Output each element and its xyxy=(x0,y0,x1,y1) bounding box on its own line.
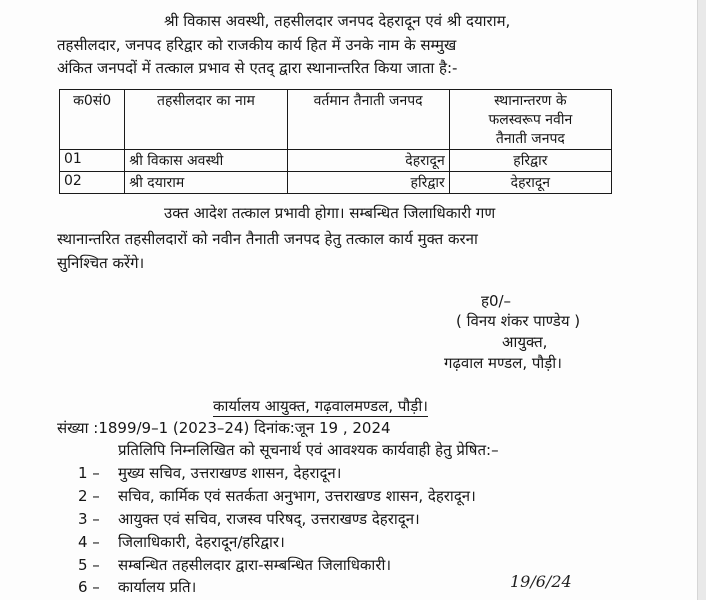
header-new-line-2: फलस्वरूप नवीन xyxy=(488,112,573,128)
intro-line-1: श्री विकास अवस्थी, तहसीलदार जनपद देहरादून एवं श्री दयाराम, xyxy=(164,12,511,30)
signatory-name: ( विनय शंकर पाण्डेय ) xyxy=(456,312,581,330)
header-sno: क0सं0 xyxy=(60,90,125,150)
header-new-line-1: स्थानान्तरण के xyxy=(494,93,567,109)
table-header-row xyxy=(60,90,612,150)
list-item: सचिव, कार्मिक एवं सतर्कता अनुभाग, उत्तराखण्ड शासन, देहरादून। xyxy=(118,487,476,505)
row-sno: 02 xyxy=(60,172,125,194)
signature-mark: ह0/– xyxy=(481,292,512,310)
list-item: मुख्य सचिव, उत्तराखण्ड शासन, देहरादून। xyxy=(118,464,342,482)
row-name: श्री विकास अवस्थी xyxy=(125,150,287,172)
transfer-table xyxy=(59,89,612,194)
order-line-2: स्थानान्तरित तहसीलदारों को नवीन तैनाती जनपद हेतु तत्काल कार्य मुक्त करना xyxy=(57,230,478,248)
header-name: तहसीलदार का नाम xyxy=(125,90,287,150)
intro-line-3: अंकित जनपदों में तत्काल प्रभाव से एतद् द्वारा स्थानान्तरित किया जाता है:- xyxy=(57,59,458,77)
list-item-number: 4 – xyxy=(78,533,100,551)
office-heading: कार्यालय आयुक्त, गढ़वालमण्डल, पौड़ी। xyxy=(213,397,428,415)
signatory-office: गढ़वाल मण्डल, पौड़ी। xyxy=(444,354,562,372)
row-sno: 01 xyxy=(60,150,125,172)
list-item: जिलाधिकारी, देहरादून/हरिद्वार। xyxy=(118,533,285,551)
copy-intro: प्रतिलिपि निम्नलिखित को सूचनार्थ एवं आवश्यक कार्यवाही हेतु प्रेषित:– xyxy=(118,441,499,459)
row-current-district: हरिद्वार xyxy=(287,172,449,194)
table-row xyxy=(60,150,612,172)
header-new-line-3: तैनाती जनपद xyxy=(495,131,565,147)
header-current-district: वर्तमान तैनाती जनपद xyxy=(287,90,449,150)
row-name: श्री दयाराम xyxy=(125,172,287,194)
reference-number: संख्या :1899/9–1 (2023–24) दिनांक:जून 19 , 2024 xyxy=(57,419,391,437)
list-item: कार्यालय प्रति। xyxy=(118,578,197,596)
row-new-district: हरिद्वार xyxy=(449,150,611,172)
order-line-1: उक्त आदेश तत्काल प्रभावी होगा। सम्बन्धित जिलाधिकारी गण xyxy=(164,204,496,222)
row-current-district: देहरादून xyxy=(287,150,449,172)
list-item-number: 6 – xyxy=(78,578,100,596)
table-row xyxy=(60,172,612,194)
order-line-3: सुनिश्चित करेंगे। xyxy=(57,254,145,272)
row-new-district: देहरादून xyxy=(449,172,611,194)
list-item-number: 5 – xyxy=(78,556,100,574)
handwritten-date: 19/6/24 xyxy=(510,572,572,591)
signatory-designation: आयुक्त, xyxy=(502,333,548,351)
page-edge xyxy=(697,0,706,600)
intro-line-2: तहसीलदार, जनपद हरिद्वार को राजकीय कार्य हित में उनके नाम के सम्मुख xyxy=(57,36,457,54)
list-item: आयुक्त एवं सचिव, राजस्व परिषद्, उत्तराखण्ड देहरादून। xyxy=(118,510,420,528)
header-new-district xyxy=(449,90,611,150)
list-item: सम्बन्धित तहसीलदार द्वारा-सम्बन्धित जिलाधिकारी। xyxy=(118,556,392,574)
list-item-number: 3 – xyxy=(78,510,100,528)
list-item-number: 2 – xyxy=(78,487,100,505)
list-item-number: 1 – xyxy=(78,464,100,482)
